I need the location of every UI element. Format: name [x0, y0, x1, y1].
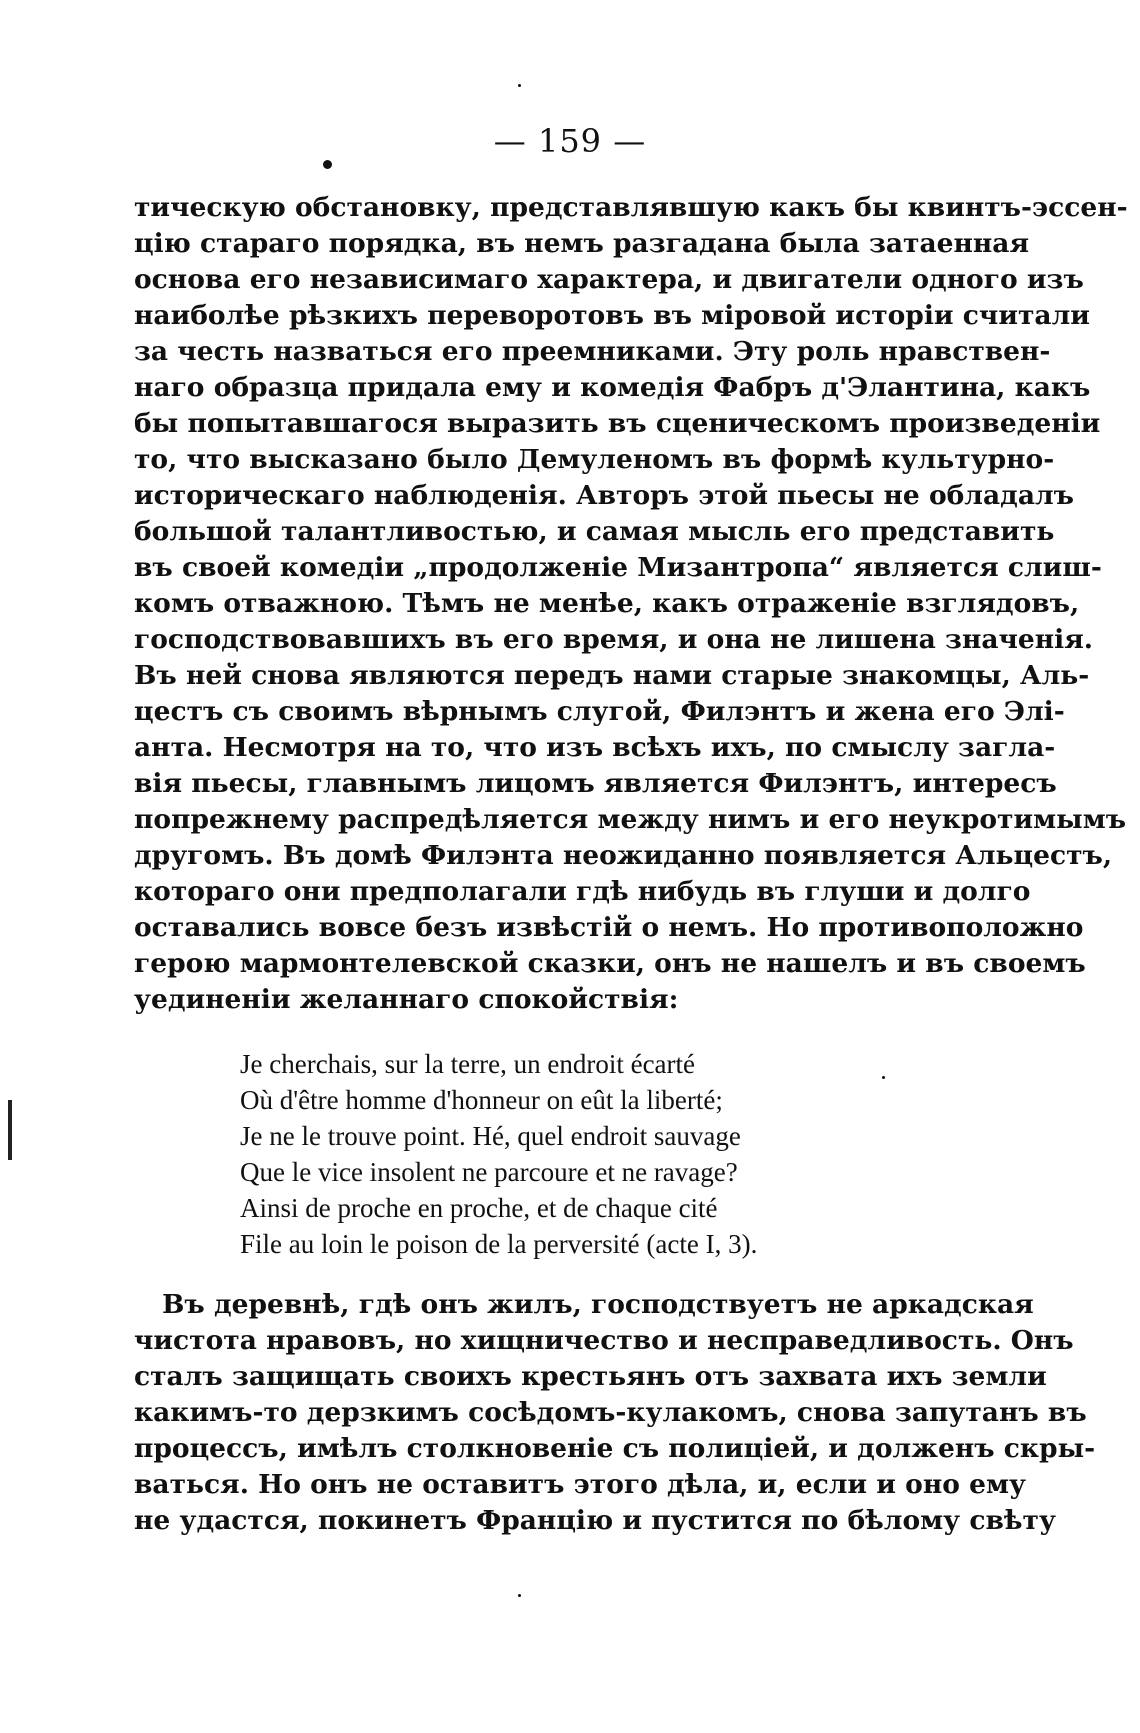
text-line: комъ отважною. Тѣмъ не менѣе, какъ отраженіе взглядовъ, — [134, 588, 1080, 619]
text-line: господствовавшихъ въ его время, и она не лишена значенія. — [134, 624, 1094, 655]
ink-speck — [518, 1594, 521, 1597]
text-line: историческаго наблюденія. Авторъ этой пьесы не обладалъ — [134, 480, 1075, 511]
text-line: герою мармонтелевской сказки, онъ не нашелъ и въ своемъ — [134, 948, 1086, 979]
verse-line: Ainsi de proche en proche, et de chaque cité — [240, 1193, 718, 1223]
verse-line: Que le vice insolent ne parcoure et ne ravage? — [240, 1157, 738, 1187]
text-line: цестъ съ своимъ вѣрнымъ слугой, Филэнтъ и жена его Элі- — [134, 696, 1065, 727]
text-line: бы попытавшагося выразить въ сценическомъ произведеніи — [134, 408, 1101, 439]
text-line: тическую обстановку, представлявшую какъ бы квинтъ-эссен- — [134, 192, 1128, 223]
paragraph-main — [134, 190, 1128, 1018]
ink-speck — [518, 84, 521, 87]
verse-line: Où d'être homme d'honneur on eût la liberté; — [240, 1085, 723, 1115]
text-line: не удастся, покинетъ Францію и пустится по бѣлому свѣту — [134, 1505, 1056, 1536]
verse-line: Je ne le trouve point. Hé, quel endroit sauvage — [240, 1121, 741, 1151]
page-number: — 159 — — [493, 122, 647, 160]
text-line: большой талантливостью, и самая мысль его представить — [134, 516, 1055, 547]
text-line: вія пьесы, главнымъ лицомъ является Филэнтъ, интересъ — [134, 768, 1057, 799]
text-line: Въ деревнѣ, гдѣ онъ жилъ, господствуетъ не аркадская — [162, 1289, 1034, 1320]
text-line: за честь назваться его преемниками. Эту роль нравствен- — [134, 336, 1051, 367]
verse-line: File au loin le poison de la perversité (acte I, 3). — [240, 1229, 758, 1259]
text-line: уединеніи желаннаго спокойствія: — [134, 984, 679, 1015]
text-line: анта. Несмотря на то, что изъ всѣхъ ихъ, по смыслу загла- — [134, 732, 1056, 763]
text-line: сталъ защищать своихъ крестьянъ отъ захвата ихъ земли — [134, 1361, 1047, 1392]
scan-edge-mark — [8, 1100, 12, 1160]
verse-line: Je cherchais, sur la terre, un endroit écarté — [240, 1049, 696, 1079]
ink-speck — [323, 160, 332, 169]
paragraph-continuation — [134, 1287, 1096, 1539]
text-line: процессъ, имѣлъ столкновеніе съ полиціей, и долженъ скры- — [134, 1433, 1096, 1464]
text-line: цію стараго порядка, въ немъ разгадана была затаенная — [134, 228, 1030, 259]
text-line: основа его независимаго характера, и двигатели одного изъ — [134, 264, 1084, 295]
text-line: оставались вовсе безъ извѣстій о немъ. Но противоположно — [134, 912, 1084, 943]
text-line: въ своей комедіи „продолженіе Мизантропа“ является слиш- — [134, 552, 1102, 583]
verse-quote — [240, 1046, 940, 1262]
text-line: другомъ. Въ домѣ Филэнта неожиданно появляется Альцестъ, — [134, 840, 1113, 871]
text-line: котораго они предполагали гдѣ нибудь въ глуши и долго — [134, 876, 1031, 907]
text-line: какимъ-то дерзкимъ сосѣдомъ-кулакомъ, снова запутанъ въ — [134, 1397, 1087, 1428]
text-line: ваться. Но онъ не оставитъ этого дѣла, и, если и оно ему — [134, 1469, 1026, 1500]
text-line: то, что высказано было Демуленомъ въ формѣ культурно- — [134, 444, 1055, 475]
text-line: попрежнему распредѣляется между нимъ и его неукротимымъ — [134, 804, 1127, 835]
text-line: чистота нравовъ, но хищничество и несправедливость. Онъ — [134, 1325, 1074, 1356]
text-line: наиболѣе рѣзкихъ переворотовъ въ міровой исторіи считали — [134, 300, 1090, 331]
text-line: наго образца придала ему и комедія Фабръ д'Элантина, какъ — [134, 372, 1091, 403]
text-line: Въ ней снова являются передъ нами старые знакомцы, Аль- — [134, 660, 1090, 691]
